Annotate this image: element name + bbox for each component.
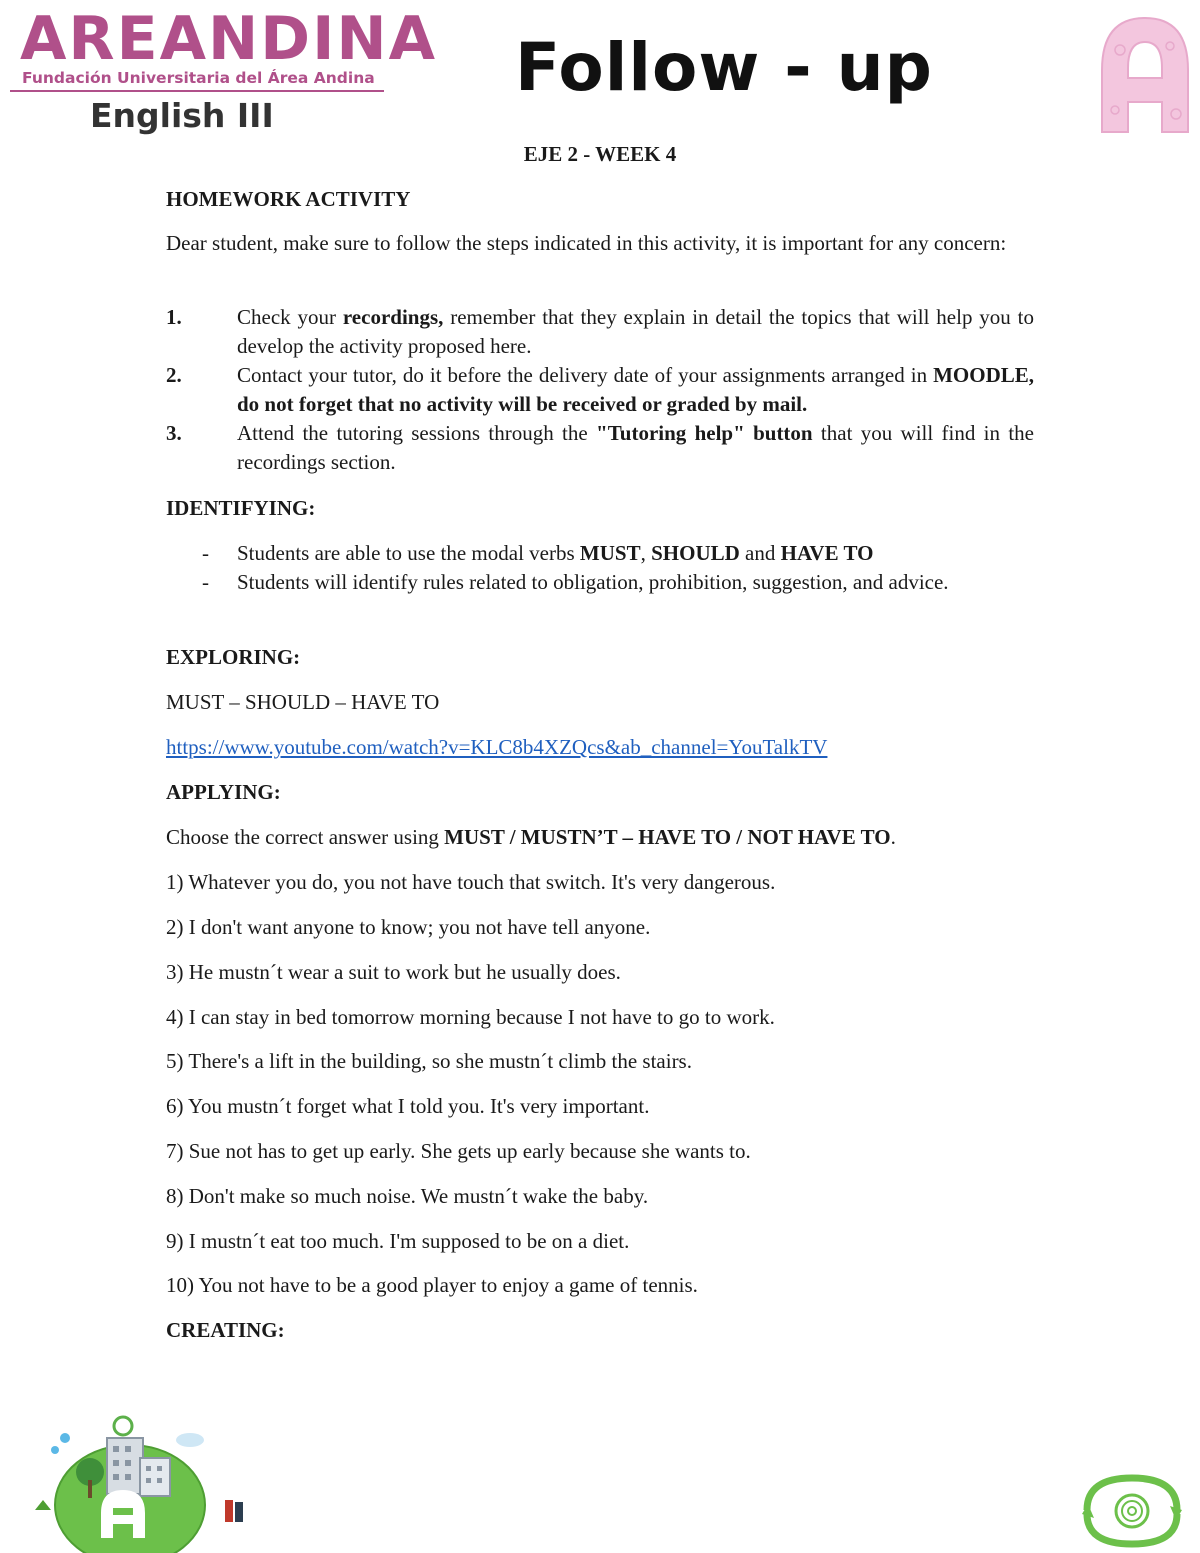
exercise-item: 4) I can stay in bed tomorrow morning because I not have to go to work. — [166, 1005, 775, 1029]
step-text: Contact your tutor, do it before the delivery date of your assignments arranged in — [237, 363, 934, 387]
dash-bullet: - — [202, 541, 209, 565]
exercise-item: 2) I don't want anyone to know; you not have tell anyone. — [166, 915, 651, 939]
step-number: 3. — [166, 421, 182, 445]
step-text: Attend the tutoring sessions through the — [237, 421, 597, 445]
step-item — [166, 303, 1034, 361]
homework-intro: Dear student, make sure to follow the steps indicated in this activity, it is important for any concern: — [166, 231, 1007, 255]
step-item — [166, 361, 1034, 419]
exercise-item: 5) There's a lift in the building, so she mustn´t climb the stairs. — [166, 1049, 692, 1073]
exercise-item: 3) He mustn´t wear a suit to work but he usually does. — [166, 960, 621, 984]
applying-heading: APPLYING: — [166, 780, 281, 804]
logo-wordmark: AREANDINA — [20, 4, 438, 74]
objective-text: Students will identify rules related to obligation, prohibition, suggestion, and advice. — [237, 570, 949, 594]
brand-a-icon — [1090, 10, 1200, 135]
exercise-item: 10) You not have to be a good player to enjoy a game of tennis. — [166, 1273, 698, 1297]
page-title: Follow - up — [515, 29, 933, 106]
modal-have-to: HAVE TO — [780, 541, 874, 565]
step-bold-text: MOODLE, do not forget that no activity will be received or graded by mail. — [237, 363, 1034, 416]
exercise-item: 1) Whatever you do, you not have touch that switch. It's very dangerous. — [166, 870, 776, 894]
instruction-text: . — [890, 825, 896, 849]
applying-instructions — [166, 823, 896, 852]
dash-bullet: - — [202, 570, 209, 594]
step-number: 1. — [166, 305, 182, 329]
modal-must: MUST — [579, 541, 641, 565]
exercise-item: 8) Don't make so much noise. We mustn´t wake the baby. — [166, 1184, 649, 1208]
recycle-fingerprint-icon — [1072, 1470, 1192, 1550]
exploring-heading: EXPLORING: — [166, 645, 301, 669]
logo-underline — [10, 90, 384, 92]
exercise-item: 6) You mustn´t forget what I told you. It's very important. — [166, 1094, 650, 1118]
logo-subtitle: Fundación Universitaria del Área Andina — [22, 69, 375, 87]
exercise-item: 9) I mustn´t eat too much. I'm supposed to be on a diet. — [166, 1229, 630, 1253]
eco-city-illustration-icon — [15, 1410, 260, 1553]
modal-should: SHOULD — [651, 541, 740, 565]
step-number: 2. — [166, 363, 182, 387]
step-text: that you will find in the recordings section. — [237, 421, 1034, 474]
step-item — [166, 419, 1034, 477]
step-text: Check your — [237, 305, 343, 329]
step-bold-text: "Tutoring help" button — [596, 421, 813, 445]
homework-heading: HOMEWORK ACTIVITY — [166, 187, 411, 211]
steps-list — [166, 303, 1034, 477]
objectives-list — [166, 539, 1034, 597]
instruction-text: Choose the correct answer using — [166, 825, 445, 849]
objective-text: Students are able to use the modal verbs — [237, 541, 580, 565]
objective-item — [166, 539, 1034, 568]
objective-text: and — [739, 541, 781, 565]
objective-item — [166, 568, 1034, 597]
objective-text: , — [640, 541, 652, 565]
instruction-bold-text: MUST / MUSTN’T – HAVE TO / NOT HAVE TO — [444, 825, 891, 849]
step-text: remember that they explain in detail the topics that will help you to develop the activity proposed here. — [237, 305, 1034, 358]
creating-heading: CREATING: — [166, 1318, 285, 1342]
eje-week-label: EJE 2 - WEEK 4 — [523, 142, 677, 166]
exploring-subtitle: MUST – SHOULD – HAVE TO — [166, 690, 440, 714]
exercise-item: 7) Sue not has to get up early. She gets up early because she wants to. — [166, 1139, 751, 1163]
identifying-heading: IDENTIFYING: — [166, 496, 316, 520]
youtube-video-link[interactable]: https://www.youtube.com/watch?v=KLC8b4XZQcs&ab_channel=YouTalkTV — [166, 735, 828, 759]
course-name: English III — [90, 96, 274, 135]
step-bold-text: recordings, — [342, 305, 444, 329]
